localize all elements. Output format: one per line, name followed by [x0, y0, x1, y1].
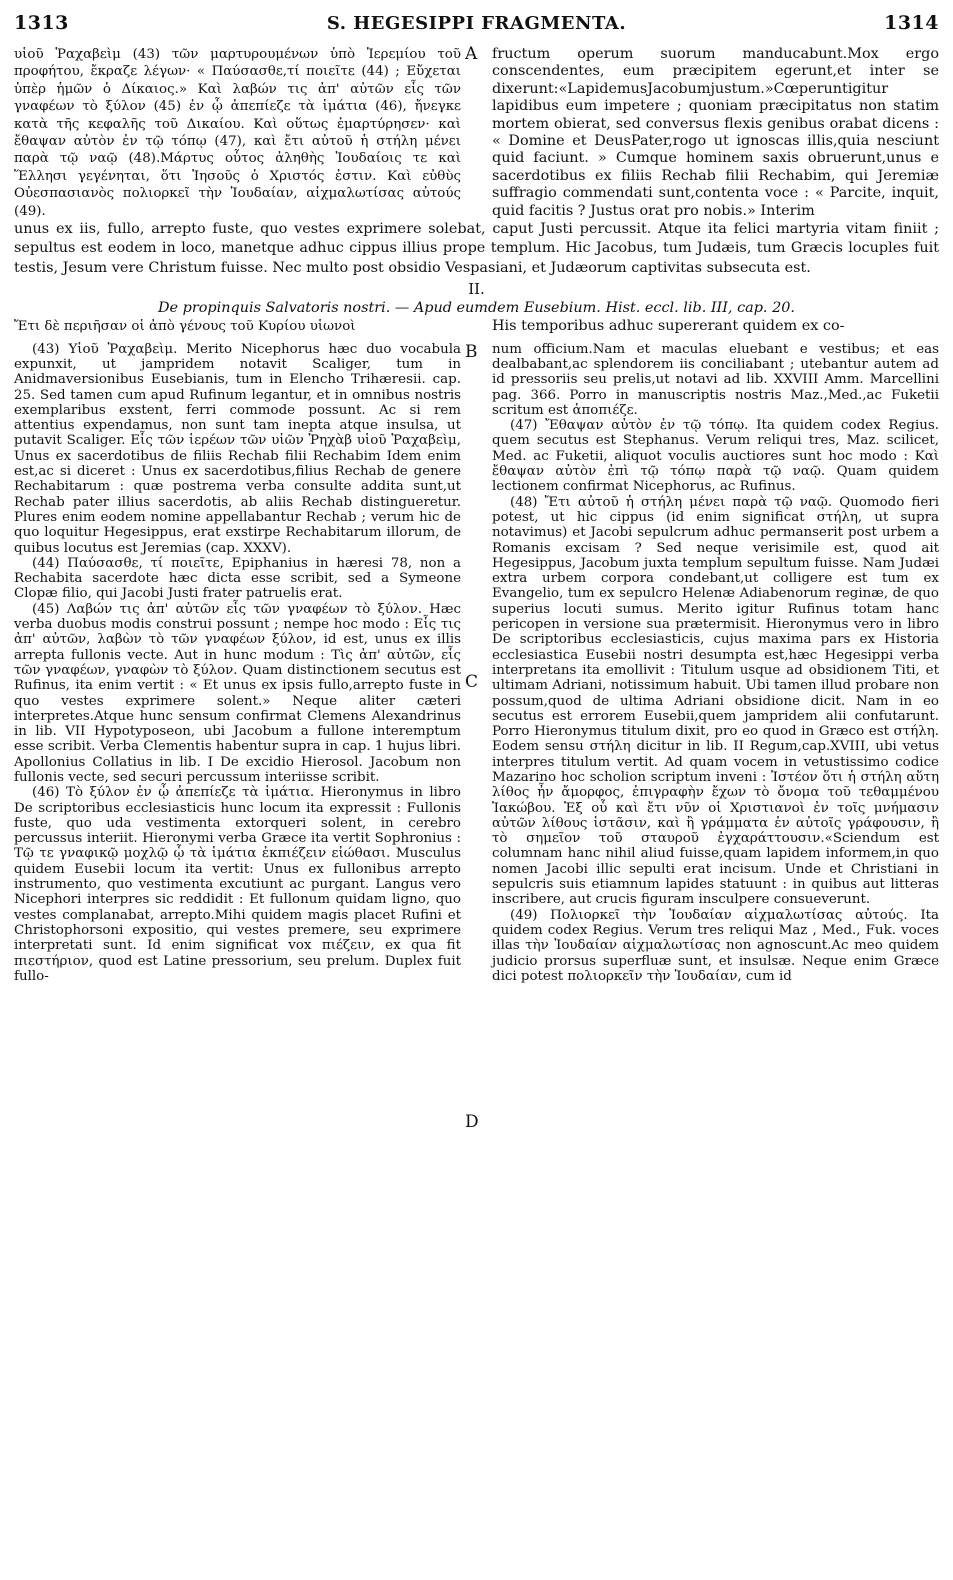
- note-43: (43) Υἱοῦ Ῥαχαβεὶμ. Merito Nicephorus hæc duo vocabula expunxit, ut jampridem notavit Scaliger, tum in Anidmaversionibus Eusebianis, tum in Elencho Trihæresii. cap. 25. Sed tamen cum apud Rufinum legantur, et in omnibus nostris exemplaribus exstent, ferri commode possunt. Ac si rem attentius expendamus, non sunt tam inepta atque insulsa, ut putavit Scaliger. Εἷς τῶν ἱερέων τῶν υἱῶν Ῥηχὰβ υἱοῦ Ῥαχαβεὶμ, Unus ex sacerdotibus de filiis Rechab filii Rechabim Idem enim est,ac si diceret : Unus ex sacerdotibus,filius Rechab de genere Rechabitarum : quæ postrema verba consulte addita sunt,ut Rechab pater illius sacerdotis, ab aliis Rechab distingueretur. Plures enim eodem nomine appellabantur Rechab ; verum hic de quo loquitur Hegesippus, erat exstirpe Rechabitarum illorum, de quibus locutus est Jeremias (cap. XXXV).: [14, 341, 461, 556]
- top-latin-column: [492, 46, 939, 220]
- notes-columns: [14, 341, 939, 1132]
- margin-letter-b: B: [465, 341, 478, 362]
- note-44: (44) Παύσασθε, τί ποιεῖτε, Epiphanius in hæresi 78, non a Rechabita sacerdote hæc dicta esse scribit, sed a Symeone Clopæ filio, qui Jacobi Justi frater patruelis erat.: [14, 555, 461, 602]
- note-45: (45) Λαβών τις ἀπ' αὐτῶν εἷς τῶν γναφέων τὸ ξύλον. Hæc verba duobus modis construi possunt ; nempe hoc modo : Εἷς τις ἀπ' αὐτῶν, λαβὼν τὸ τῶν γναφέων ξύλον, id est, unus ex illis arrepta fullonis vecte. Aut in hunc modum : Τὶς ἀπ' αὐτῶν, εἷς τῶν γναφέων, γναφὼν τὸ ξύλον. Quam distinctionem secutus est Rufinus, ita enim vertit : « Et unus ex ipsis fullo,arrepto fuste in quo vestes exprimere solent.» Neque aliter cæteri interpretes.Atque hunc sensum confirmat Clemens Alexandrinus in lib. VII Hypotyposeon, ubi Jacobum a fullone interemptum esse scribit. Verba Clementis habentur supra in cap. 1 hujus libri. Apollonius Collatius in lib. I De excidio Hierosol. Jacobum non fullonis vecte, sed securi percussum interiisse scribit.: [14, 601, 461, 785]
- top-columns: [14, 46, 939, 220]
- section-number: II.: [468, 280, 485, 299]
- notes-right-column: [492, 342, 939, 984]
- notes-left-column: [14, 342, 461, 984]
- full-width-paragraph: unus ex iis, fullo, arrepto fuste, quo vestes exprimere solebat, caput Justi percussit. Atque ita felici martyria vitam finiit ; sepultus est eodem in loco, manetque adhuc cippus illius prope templum. Hic Jacobus, tum Judæis, tum Græcis locuples fuit testis, Jesum vere Christum fuisse. Nec multo post obsidio Vespasiani, et Judæorum captivitas subsecuta est.: [14, 221, 939, 276]
- greek-text: υἱοῦ Ῥαχαβεὶμ (43) τῶν μαρτυρουμένων ὑπὸ Ἱερεμίου τοῦ προφήτου, ἔκραζε λέγων· « Παύσασθε,τί ποιεῖτε (44) ; Εὔχεται ὑπὲρ ἡμῶν ὁ Δίκαιος.» Καὶ λαβών τις ἀπ' αὐτῶν εἷς τῶν γναφέων τὸ ξύλον (45) ἐν ᾧ ἀπεπίεζε τὰ ἱμάτια (46), ἤνεγκε κατὰ τῆς κεφαλῆς τοῦ Δικαίου. Καὶ οὕτως ἐμαρτύρησεν· καὶ ἔθαψαν αὐτὸν ἐν τῷ τόπῳ (47), καὶ ἔτι αὐτοῦ ἡ στήλη μένει παρὰ τῷ ναῷ (48).Μάρτυς οὗτος ἀληθὴς Ἰουδαίοις τε καὶ Ἕλλησι γεγένηται, ὅτι Ἰησοῦς ὁ Χριστός ἐστιν. Καὶ εὐθὺς Οὐεσπασιανὸς πολιορκεῖ τὴν Ἰουδαίαν, αἰχμαλωτίσας αὐτούς (49).: [14, 47, 461, 219]
- note-47: (47) Ἔθαψαν αὐτὸν ἐν τῷ τόπῳ. Ita quidem codex Regius. quem secutus est Stephanus. Verum reliqui tres, Maz. scilicet, Med. ac Fuketii, aliquot voculis auctiores sunt hoc modo : Καὶ ἔθαψαν αὐτὸν ἐπὶ τῷ τόπῳ παρὰ τῷ ναῷ. Quam quidem lectionem confirmat Nicephorus, ac Rufinus.: [492, 418, 939, 495]
- note-48: (48) Ἔτι αὐτοῦ ἡ στήλη μένει παρὰ τῷ ναῷ. Quomodo fieri potest, ut hic cippus (id enim significat στήλη, ut supra notavimus) et Jacobi sepulcrum adhuc permanserit post urbem a Romanis excisam ? Sed neque verisimile est, quod ait Hegesippus, Jacobum juxta templum sepultum fuisse. Nam Judæi extra urbem corpora condebant,ut colligere est tum ex Evangelio, tum ex sepulcro Helenæ Adiabenorum reginæ, de quo superius locuti sumus. Merito igitur Rufinus totam hanc pericopen in versione sua prætermisit. Hieronymus vero in libro De scriptoribus ecclesiasticis, cujus maxima pars ex Historia ecclesiastica Eusebii nostri desumpta est,hæc Hegesippi verba interpretans ita emollivit : Titulum usque ad obsidionem Titi, et ultimam Adriani, notissimum habuit. Ubi tamen illud probare non possum,quod de ultima Adriani obsidione dicit. Nam in eo secutus est errorem Eusebii,quem jampridem alii confutarunt. Porro Hieronymus titulum dixit, pro eo quod in Græco est στήλη. Eodem sensu στήλη dicitur in lib. II Regum,cap.XVIII, ubi vetus interpres titulum vertit. Ad quam vocem in vetustissimo codice Mazarino hoc scholion scriptum inveni : Ἰστέον ὅτι ἡ στήλη αὕτη λίθος ἦν ἄμορφος, ἐπιγραφὴν ἔχων τὸ ὄνομα τοῦ τεθαμμένου Ἰακώβου. Ἐξ οὗ καὶ ἔτι νῦν οἱ Χριστιανοὶ ἐν τοῖς μνήμασιν αὐτῶν λίθους ἱστᾶσιν, καὶ ἢ γράμματα ἐν αὐτοῖς γράφουσιν, ἢ τὸ σημεῖον τοῦ σταυροῦ ἐγχαράττουσιν.«Sciendum est columnam hanc nihil aliud fuisse,quam lapidem informem,in quo nomen Jacobi illic sepulti erat incisum. Unde et Christiani in sepulcris suis etiamnum lapides statuunt : in quibus aut litteras inscribere, aut crucis figuram insculpere consueverunt.: [492, 494, 939, 908]
- right-page-number: 1314: [884, 12, 939, 34]
- left-page-number: 1313: [14, 12, 69, 34]
- running-title: S. HEGESIPPI FRAGMENTA.: [326, 13, 627, 34]
- margin-letter-d: D: [465, 1111, 479, 1132]
- top-greek-column: [14, 46, 461, 220]
- section-title: De propinquis Salvatoris nostri. — Apud eumdem Eusebium. Hist. eccl. lib. III, cap. 20.: [158, 300, 795, 317]
- latin-text: fructum operum suorum manducabunt.Mox ergo conscendentes, eum præcipitem egerunt,et inter se dixerunt:«LapidemusJacobumjustum.»Cœperuntigitur lapidibus eum impetere ; quoniam præcipitatus non statim mortem obierat, sed conversus flexis genibus orabat dicens : « Domine et DeusPater,rogo ut ignoscas illis,quia nesciunt quid faciunt. » Cumque hominem saxis obruerunt,unus e sacerdotibus ex filiis Rechab filii Rechabim, qui Jeremiæ suffragio commendati sunt,contenta voce : « Parcite, inquit, quid facitis ? Justus orat pro nobis.» Interim: [492, 46, 939, 219]
- section-latin-line: His temporibus adhuc supererant quidem ex co-: [492, 318, 845, 335]
- note-49: (49) Πολιορκεῖ τὴν Ἰουδαίαν αἰχμαλωτίσας αὐτούς. Ita quidem codex Regius. Verum tres reliqui Maz , Med., Fuk. voces illas τὴν Ἰουδαίαν αἰχμαλωτίσας non agnoscunt.Ac meo quidem judicio prorsus superfluæ sunt, et insulsæ. Neque enim Græce dici potest πολιορκεῖν τὴν Ἰουδαίαν, cum id: [492, 907, 939, 984]
- margin-letter-a: A: [465, 44, 478, 64]
- note-46-continued: num officium.Nam et maculas eluebant e vestibus; et eas dealbabant,ac splendorem iis conciliabant ; utebantur autem ad id pressoriis seu prelis,ut notavi ad lib. XXVIII Amm. Marcellini pag. 366. Porro in manuscriptis nostris Maz.,Med.,ac Fuketii scritum est ἀποπιέζε.: [492, 341, 939, 418]
- page-header: [14, 12, 939, 46]
- section-greek-line: Ἔτι δὲ περιῆσαν οἱ ἀπὸ γένους τοῦ Κυρίου υἱωνοὶ: [14, 319, 356, 335]
- section-opening: [14, 318, 939, 335]
- note-46: (46) Τὸ ξύλον ἐν ᾧ ἀπεπίεζε τὰ ἱμάτια. Hieronymus in libro De scriptoribus ecclesiasticis hunc locum ita expressit : Fullonis fuste, quo uda vestimenta extorqueri solent, in cerebro percussus interiit. Hieronymi verba Græce ita vertit Sophronius : Τῷ τε γναφικῷ μοχλῷ ᾧ τὰ ἱμάτια ἐκπιέζειν εἰώθασι. Musculus quidem Eusebii locum ita vertit: Unus ex fullonibus arrepto instrumento, quo vestimenta excutiunt ac purgant. Langus vero Nicephori interpres sic reddidit : Et fullonum quidam ligno, quo vestes complanabat, arrepto.Mihi quidem magis placet Rufini et Christophorsoni expositio, qui vestes premere, seu exprimere interpretati sunt. Id enim significat vox πιέζειν, ex qua fit πιεστήριον, quod est Latine pressorium, seu prelum. Duplex fuit fullo-: [14, 785, 461, 984]
- margin-letter-c: C: [465, 671, 479, 692]
